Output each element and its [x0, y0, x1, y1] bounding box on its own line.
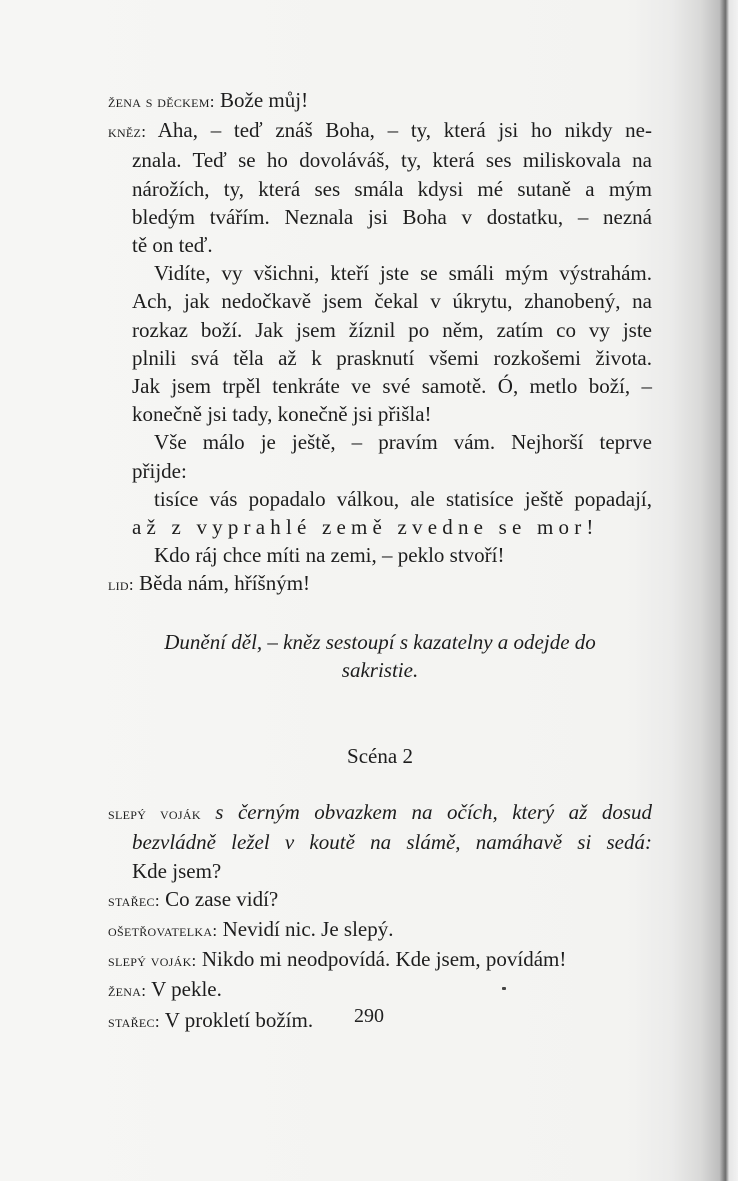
- dialogue-line: [108, 798, 652, 828]
- dialogue-line: Vše málo je ještě, – pravím vám. Nejhorší teprve: [154, 430, 652, 455]
- ink-speck: [502, 987, 506, 990]
- dialogue-line: znala. Teď se ho dovoláváš, ty, která ses miliskovala na: [132, 148, 652, 173]
- scene-heading: Scéna 2: [347, 744, 413, 769]
- dialogue-line: [108, 885, 652, 915]
- dialogue-line: konečně jsi tady, konečně jsi přišla!: [132, 402, 432, 427]
- dialogue-line: [108, 945, 652, 975]
- stage-direction: bezvládně ležel v koutě na slámě, namáhavě si sedá:: [132, 830, 652, 855]
- dialogue-text: Nevidí nic. Je slepý.: [222, 917, 394, 942]
- speaker-name: kněz:: [108, 122, 147, 142]
- speaker-name: stařec:: [108, 890, 160, 910]
- dialogue-text: Aha, – teď znáš Boha, – ty, která jsi ho nikdy ne-: [157, 118, 652, 143]
- dialogue-line: rozkaz boží. Jak jsem žíznil po něm, zatím co vy jste: [132, 317, 652, 342]
- dialogue-text: Co zase vidí?: [165, 886, 279, 911]
- dialogue-line: přijde:: [132, 458, 187, 483]
- dialogue-line: [108, 116, 652, 146]
- speaker-name: slepý voják: [108, 804, 201, 824]
- dialogue-text: V pekle.: [151, 977, 222, 1002]
- stage-direction: s černým obvazkem na očích, který až dosud: [215, 800, 652, 825]
- dialogue-line: [108, 569, 652, 599]
- stage-direction: Dunění děl, – kněz sestoupí s kazatelny a odejde do: [164, 629, 596, 654]
- page-body: [108, 86, 652, 1036]
- dialogue-line: [108, 975, 652, 1005]
- speaker-name: ženа s děckem:: [108, 92, 215, 111]
- dialogue-text: Běda nám, hříšným!: [139, 571, 311, 596]
- dialogue-line: [108, 86, 652, 116]
- speaker-name: stařec:: [108, 1011, 160, 1031]
- dialogue-line: Vidíte, vy všichni, kteří jste se smáli mým výstrahám.: [154, 261, 652, 286]
- dialogue-text: Nikdo mi neodpovídá. Kde jsem, povídám!: [201, 947, 567, 972]
- dialogue-line: plnili svá těla až k prasknutí všemi rozkošemi života.: [132, 345, 652, 370]
- verse-line: Kdo ráj chce míti na zemi, – peklo stvoří!: [154, 543, 505, 568]
- dialogue-line: bledým tvářím. Neznala jsi Boha v dostatku, – nezná: [132, 204, 652, 229]
- speaker-name: ošetřovatelka:: [108, 921, 218, 941]
- verse-line: tisíce vás popadalo válkou, ale statisíce ještě popadají,: [154, 486, 652, 511]
- dialogue-line: nárožích, ty, která ses smála kdysi mé sutaně a mým: [132, 176, 652, 201]
- speaker-name: slepý voják:: [108, 951, 197, 971]
- dialogue-text: Bože můj!: [220, 88, 309, 112]
- speaker-name: lid:: [108, 575, 134, 595]
- dialogue-line: [108, 915, 652, 945]
- speaker-name: žena:: [108, 981, 147, 1001]
- stage-direction: sakristie.: [341, 657, 419, 682]
- verse-line: až z vyprahlé země zvedne se mor!: [132, 515, 599, 540]
- dialogue-text: V prokletí božím.: [164, 1007, 314, 1032]
- dialogue-line: Jak jsem trpěl tenkráte ve své samotě. Ó, metlo boží, –: [132, 374, 652, 399]
- dialogue-line: tě on teď.: [132, 233, 213, 258]
- page-number: 290: [354, 1005, 384, 1027]
- dialogue-line: Kde jsem?: [132, 858, 222, 883]
- dialogue-line: Ach, jak nedočkavě jsem čekal v úkrytu, zhanobený, na: [132, 289, 652, 314]
